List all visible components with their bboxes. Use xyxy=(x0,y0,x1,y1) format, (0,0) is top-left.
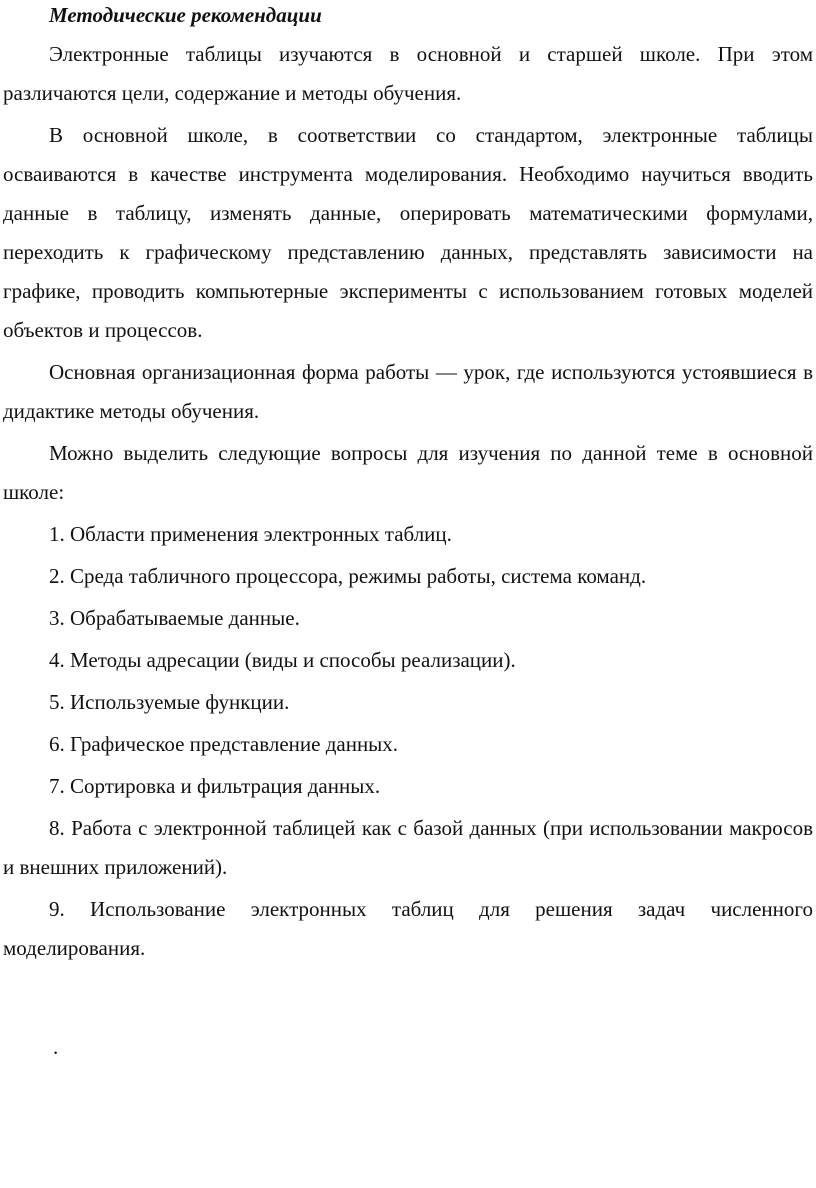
list-item: 6. Графическое представление данных. xyxy=(49,732,399,756)
list-item: 5. Используемые функции. xyxy=(49,690,290,714)
list-item: 4. Методы адресации (виды и способы реализации). xyxy=(49,648,516,672)
topics-list xyxy=(3,515,813,968)
paragraph-lesson-form: Основная организационная форма работы — урок, где используются устоявшиеся в дидактике методы обучения. xyxy=(3,360,813,423)
list-item: 3. Обрабатываемые данные. xyxy=(49,606,300,630)
list-item: 7. Сортировка и фильтрация данных. xyxy=(49,774,381,798)
list-item: 2. Среда табличного процессора, режимы работы, система команд. xyxy=(49,564,647,588)
list-item: 8. Работа с электронной таблицей как с базой данных (при использовании макросов и внешних приложений). xyxy=(3,816,813,879)
list-item: 1. Области применения электронных таблиц. xyxy=(49,522,452,546)
paragraph-topics-intro: Можно выделить следующие вопросы для изучения по данной теме в основной школе: xyxy=(3,441,813,504)
paragraph-intro: Электронные таблицы изучаются в основной и старшей школе. При этом различаются цели, содержание и методы обучения. xyxy=(3,42,813,105)
trailing-mark: . xyxy=(53,1035,59,1059)
paragraph-basic-school: В основной школе, в соответствии со стандартом, электронные таблицы осваиваются в качестве инструмента моделирования. Необходимо научиться вводить данные в таблицу, изменять данные, оперировать математическими формулами, переходить к графическому представлению данных, представлять зависимости на графике, проводить компьютерные эксперименты с использованием готовых моделей объектов и процессов. xyxy=(3,123,813,342)
list-item: 9. Использование электронных таблиц для решения задач численного моделирования. xyxy=(3,897,813,960)
section-heading: Методические рекомендации xyxy=(49,3,322,27)
